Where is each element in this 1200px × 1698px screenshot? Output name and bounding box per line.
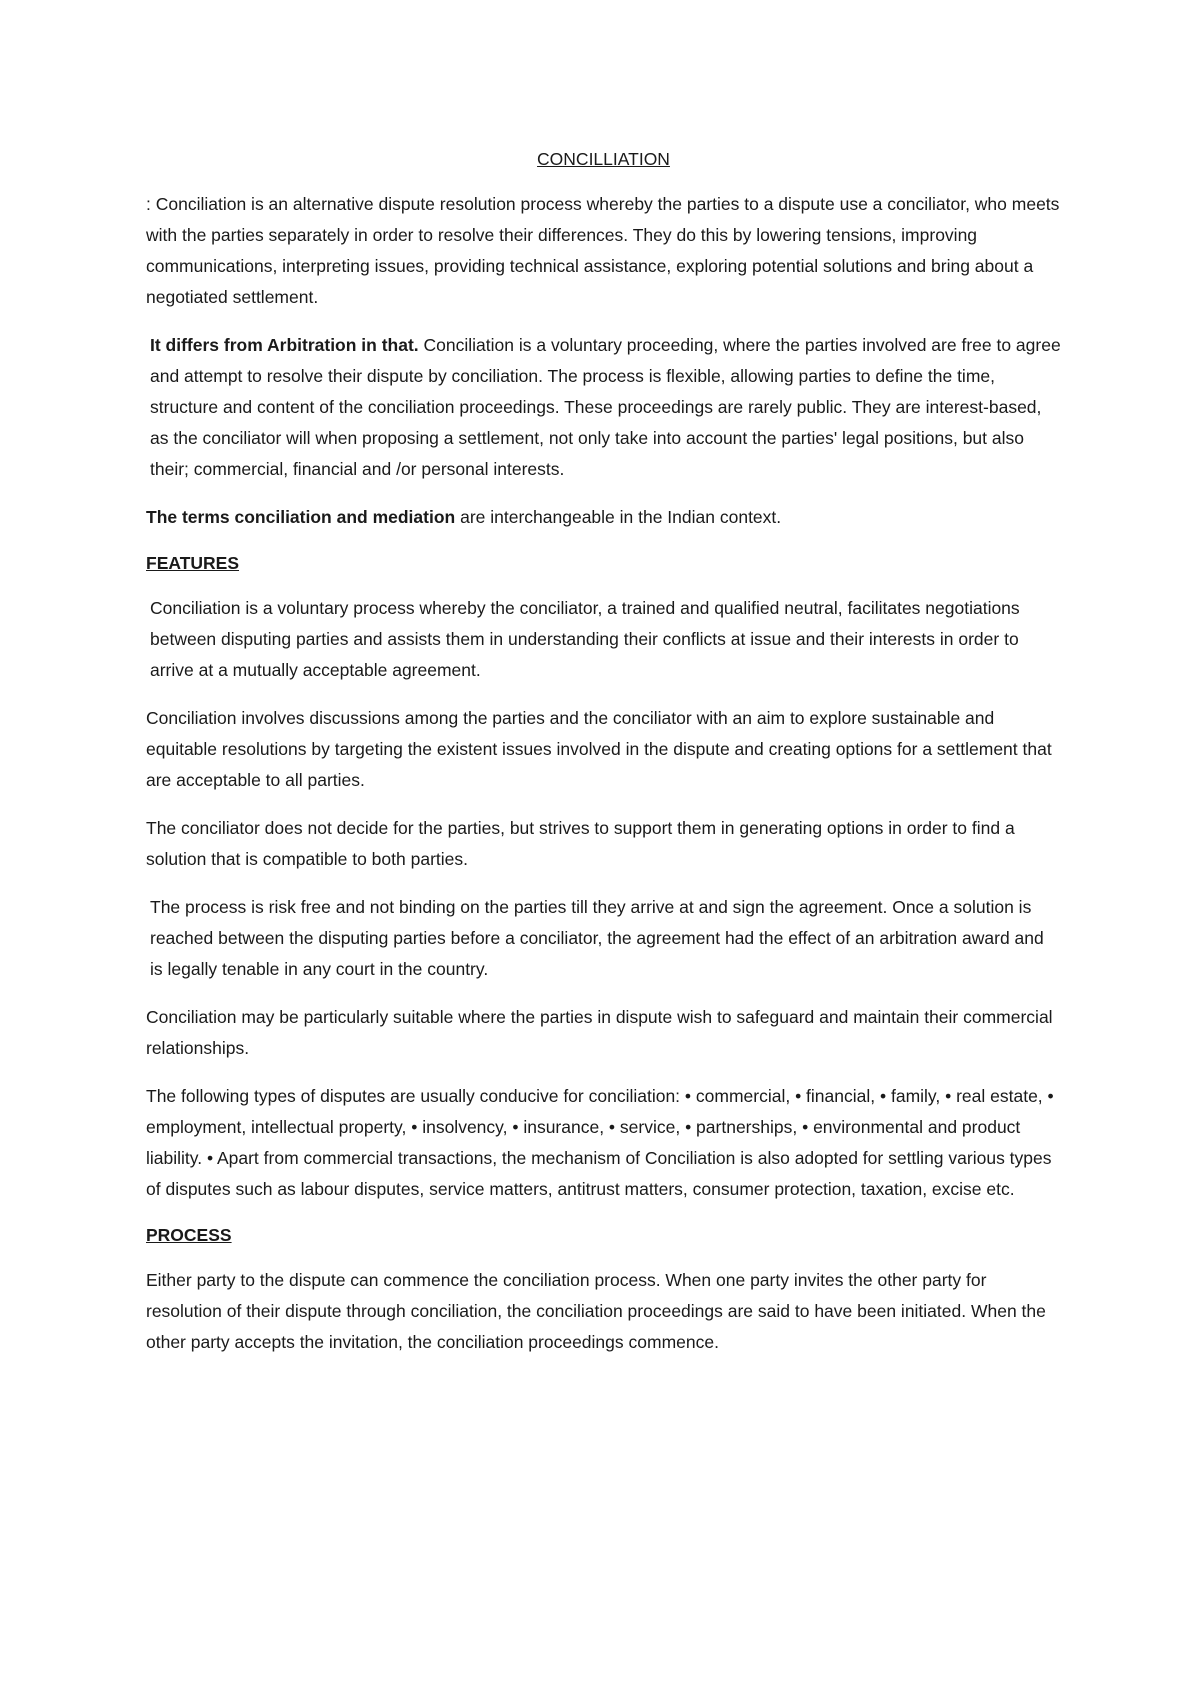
features-paragraph: Conciliation may be particularly suitable where the parties in dispute wish to safeguard and maintain their commercial relationships. (146, 1007, 1053, 1058)
features-paragraph: Conciliation is a voluntary process whereby the conciliator, a trained and qualified neutral, facilitates negotiations between disputing parties and assists them in understanding their conflicts at issue and their interests in order to arrive at a mutually acceptable agreement. (150, 598, 1020, 680)
features-paragraph: The conciliator does not decide for the parties, but strives to support them in generating options in order to find a solution that is compatible to both parties. (146, 818, 1015, 869)
differs-lead: It differs from Arbitration in that. (150, 335, 419, 355)
document-title: CONCILLIATION (537, 149, 670, 169)
process-heading: PROCESS (146, 1225, 232, 1245)
features-heading: FEATURES (146, 553, 240, 573)
differs-paragraph (146, 330, 1061, 485)
differs-text: Conciliation is a voluntary proceeding, where the parties involved are free to agree and attempt to resolve their dispute by conciliation. The process is flexible, allowing parties to define the time, structure and content of the conciliation proceedings. These proceedings are rarely public. They are interest-based, as the conciliator will when proposing a settlement, not only take into account the parties' legal positions, but also their; commercial, financial and /or personal interests. (150, 335, 1061, 479)
features-paragraph: The following types of disputes are usually conducive for conciliation: • commercial, • financial, • family, • real estate, • employment, intellectual property, • insolvency, • insurance, • service, • partnerships, • environmental and product liability. • Apart from commercial transactions, the mechanism of Conciliation is also adopted for settling various types of disputes such as labour disputes, service matters, antitrust matters, consumer protection, taxation, excise etc. (146, 1086, 1054, 1199)
features-paragraph: The process is risk free and not binding on the parties till they arrive at and sign the agreement. Once a solution is reached between the disputing parties before a conciliator, the agreement had the effect of an arbitration award and is legally tenable in any court in the country. (150, 897, 1044, 979)
terms-lead: The terms conciliation and mediation (146, 507, 456, 527)
intro-paragraph: : Conciliation is an alternative dispute resolution process whereby the parties to a dispute use a conciliator, who meets with the parties separately in order to resolve their differences. They do this by lowering tensions, improving communications, interpreting issues, providing technical assistance, exploring potential solutions and bring about a negotiated settlement. (146, 194, 1060, 307)
process-paragraph: Either party to the dispute can commence the conciliation process. When one party invites the other party for resolution of their dispute through conciliation, the conciliation proceedings are said to have been initiated. When the other party accepts the invitation, the conciliation proceedings commence. (146, 1270, 1046, 1352)
terms-text: are interchangeable in the Indian context. (455, 507, 782, 527)
features-paragraph: Conciliation involves discussions among the parties and the conciliator with an aim to explore sustainable and equitable resolutions by targeting the existent issues involved in the dispute and creating options for a settlement that are acceptable to all parties. (146, 708, 1052, 790)
terms-paragraph (146, 502, 1061, 533)
document-body (146, 146, 1061, 1375)
